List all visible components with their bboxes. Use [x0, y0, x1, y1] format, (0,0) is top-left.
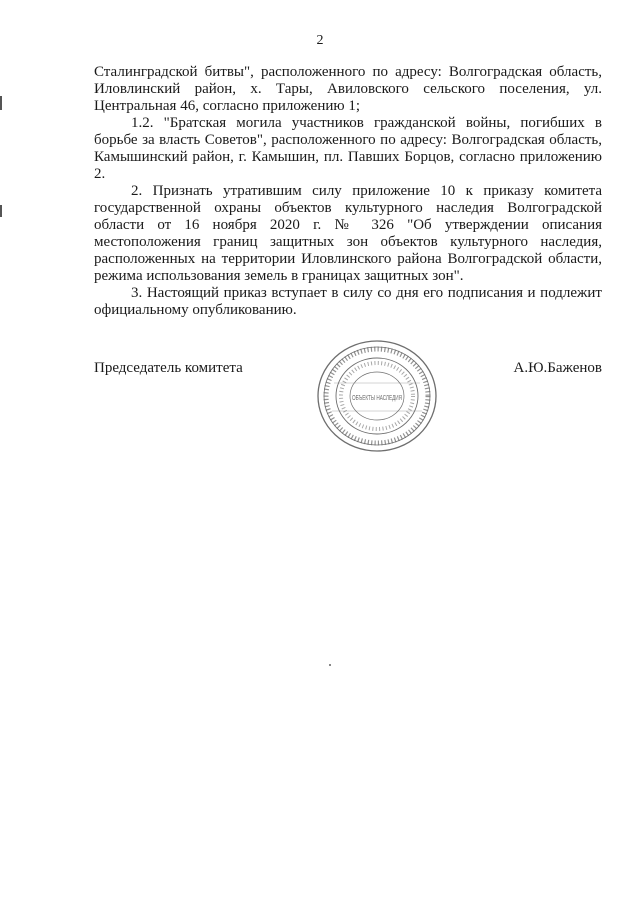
- signatory-role: Председатель комитета: [94, 360, 243, 376]
- document-body: [94, 64, 602, 319]
- page-number: 2: [316, 33, 324, 48]
- signatory-name: А.Ю.Баженов: [513, 360, 602, 376]
- paragraph-item-1-2: 1.2. "Братская могила участников гражданской войны, погибших в борьбе за власть Советов", расположенного по адресу: Волгоградская область, Камышинский район, г. Камышин, пл. Павших Борцов, согласно приложению 2.: [94, 115, 602, 182]
- paragraph-address-1: Сталинградской битвы", расположенного по адресу: Волгоградская область, Иловлинский район, х. Тары, Авиловского сельского поселения, ул. Центральная 46, согласно приложению 1;: [94, 64, 602, 114]
- paragraph-item-3: 3. Настоящий приказ вступает в силу со дня его подписания и подлежит официальному опубликованию.: [94, 285, 602, 318]
- official-seal: [314, 337, 440, 455]
- margin-mark-top: [0, 96, 2, 110]
- seal-center-text: ОБЪЕКТЫ НАСЛЕДИЯ: [352, 395, 402, 402]
- margin-mark-bottom: [0, 205, 2, 217]
- paragraph-item-2: 2. Признать утратившим силу приложение 10 к приказу комитета государственной охраны объектов культурного наследия Волгоградской области от 16 ноября 2020 г. № 326 "Об утверждении описания местоположения границ защитных зон объектов культурного наследия, расположенных на территории Иловлинского района Волгоградской области, режима использования земель в границах защитных зон".: [94, 183, 602, 284]
- stray-dot: [329, 664, 331, 666]
